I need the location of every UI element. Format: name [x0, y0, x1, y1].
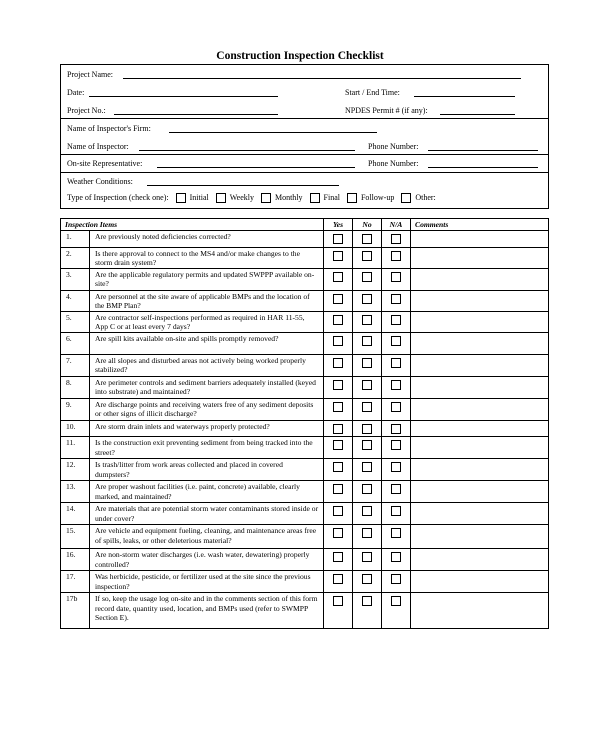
yes-checkbox[interactable]	[333, 272, 343, 282]
yes-cell	[324, 481, 353, 503]
no-cell	[353, 247, 382, 268]
no-cell	[353, 549, 382, 571]
date-field[interactable]	[89, 96, 278, 97]
yes-checkbox[interactable]	[333, 294, 343, 304]
onsite-rep-field[interactable]	[157, 167, 355, 168]
weekly-checkbox[interactable]	[216, 193, 226, 203]
table-row	[61, 503, 549, 525]
no-cell	[353, 503, 382, 525]
inspector-name-label: Name of Inspector:	[67, 142, 129, 151]
no-cell	[353, 420, 382, 437]
table-row	[61, 268, 549, 290]
na-cell	[382, 503, 411, 525]
na-checkbox[interactable]	[391, 272, 401, 282]
no-cell	[353, 571, 382, 593]
phone-number-field[interactable]	[428, 167, 538, 168]
na-checkbox[interactable]	[391, 424, 401, 434]
comment-field[interactable]	[411, 354, 549, 376]
no-cell	[353, 231, 382, 248]
table-row	[61, 398, 549, 420]
inspection-items-header: Inspection Items	[61, 219, 324, 231]
table-row	[61, 247, 549, 268]
comment-field[interactable]	[411, 503, 549, 525]
no-cell	[353, 332, 382, 354]
yes-checkbox[interactable]	[333, 380, 343, 390]
na-checkbox[interactable]	[391, 380, 401, 390]
yes-cell	[324, 311, 353, 332]
yes-cell	[324, 268, 353, 290]
comment-field[interactable]	[411, 376, 549, 398]
comments-header: Comments	[411, 219, 549, 231]
table-header-row	[61, 219, 549, 231]
monthly-checkbox[interactable]	[261, 193, 271, 203]
yes-cell	[324, 398, 353, 420]
follow-up-checkbox[interactable]	[347, 193, 357, 203]
yes-cell	[324, 549, 353, 571]
na-checkbox[interactable]	[391, 574, 401, 584]
table-row	[61, 290, 549, 311]
initial-label: Initial	[189, 193, 209, 202]
yes-header: Yes	[324, 219, 353, 231]
comment-field[interactable]	[411, 332, 549, 354]
item-number: 11.	[61, 437, 90, 459]
na-checkbox[interactable]	[391, 462, 401, 472]
item-text: Are spill kits available on-site and spills promptly removed?	[90, 332, 324, 354]
yes-checkbox[interactable]	[333, 251, 343, 261]
no-cell	[353, 290, 382, 311]
yes-cell	[324, 593, 353, 629]
comment-field[interactable]	[411, 311, 549, 332]
no-checkbox[interactable]	[362, 440, 372, 450]
project-name-label: Project Name:	[67, 70, 113, 79]
final-label: Final	[323, 193, 340, 202]
na-checkbox[interactable]	[391, 315, 401, 325]
yes-checkbox[interactable]	[333, 462, 343, 472]
item-number: 9.	[61, 398, 90, 420]
yes-checkbox[interactable]	[333, 440, 343, 450]
no-checkbox[interactable]	[362, 234, 372, 244]
divider	[61, 118, 548, 119]
table-row	[61, 420, 549, 437]
weather-field[interactable]	[147, 185, 339, 186]
yes-cell	[324, 231, 353, 248]
yes-checkbox[interactable]	[333, 315, 343, 325]
comment-field[interactable]	[411, 268, 549, 290]
yes-cell	[324, 459, 353, 481]
other-label: Other:	[415, 193, 436, 202]
project-no-field[interactable]	[114, 114, 278, 115]
na-cell	[382, 268, 411, 290]
phone-number-label: Phone Number:	[368, 159, 419, 168]
table-row	[61, 311, 549, 332]
yes-cell	[324, 376, 353, 398]
no-checkbox[interactable]	[362, 358, 372, 368]
inspector-firm-label: Name of Inspector's Firm:	[67, 124, 151, 133]
na-cell	[382, 481, 411, 503]
divider	[61, 154, 548, 155]
item-text: Are contractor self-inspections performed as required in HAR 11-55, App C or at least every 7 days?	[90, 311, 324, 332]
item-text: Are discharge points and receiving waters free of any sediment deposits or other signs of illicit discharge?	[90, 398, 324, 420]
inspection-type-label: Type of Inspection (check one):	[67, 193, 169, 202]
no-checkbox[interactable]	[362, 251, 372, 261]
na-checkbox[interactable]	[391, 528, 401, 538]
item-text: Is there approval to connect to the MS4 and/or make changes to the storm drain system?	[90, 247, 324, 268]
npdes-permit-label: NPDES Permit # (if any):	[345, 106, 428, 115]
na-cell	[382, 459, 411, 481]
table-row	[61, 571, 549, 593]
form-title: Construction Inspection Checklist	[216, 50, 384, 62]
yes-checkbox[interactable]	[333, 574, 343, 584]
na-header: N/A	[382, 219, 411, 231]
no-checkbox[interactable]	[362, 424, 372, 434]
no-checkbox[interactable]	[362, 462, 372, 472]
follow-up-label: Follow-up	[360, 193, 395, 202]
no-checkbox[interactable]	[362, 596, 372, 606]
item-text: Are materials that are potential storm water contaminants stored inside or under cover?	[90, 503, 324, 525]
monthly-label: Monthly	[274, 193, 303, 202]
item-text: If so, keep the usage log on-site and in the comments section of this form record date, quantity used, location, and BMPs used (refer to SWMPP Section E).	[90, 593, 324, 629]
item-number: 4.	[61, 290, 90, 311]
na-cell	[382, 332, 411, 354]
no-cell	[353, 437, 382, 459]
no-checkbox[interactable]	[362, 402, 372, 412]
no-cell	[353, 311, 382, 332]
inspection-items-table	[60, 218, 549, 629]
item-number: 10.	[61, 420, 90, 437]
na-checkbox[interactable]	[391, 336, 401, 346]
na-cell	[382, 247, 411, 268]
item-text: Are the applicable regulatory permits and updated SWPPP available on-site?	[90, 268, 324, 290]
no-cell	[353, 376, 382, 398]
project-no-label: Project No.:	[67, 106, 106, 115]
project-name-field[interactable]	[123, 78, 521, 79]
inspection-type-row	[67, 192, 436, 204]
no-cell	[353, 268, 382, 290]
yes-checkbox[interactable]	[333, 506, 343, 516]
na-checkbox[interactable]	[391, 596, 401, 606]
onsite-rep-label: On-site Representative:	[67, 159, 143, 168]
na-cell	[382, 290, 411, 311]
yes-cell	[324, 503, 353, 525]
no-checkbox[interactable]	[362, 552, 372, 562]
item-number: 8.	[61, 376, 90, 398]
yes-checkbox[interactable]	[333, 402, 343, 412]
item-text: Are all slopes and disturbed areas not actively being worked properly stabilized?	[90, 354, 324, 376]
yes-checkbox[interactable]	[333, 424, 343, 434]
no-cell	[353, 354, 382, 376]
item-number: 17b	[61, 593, 90, 629]
table-row	[61, 437, 549, 459]
no-cell	[353, 593, 382, 629]
comment-field[interactable]	[411, 525, 549, 549]
no-checkbox[interactable]	[362, 506, 372, 516]
table-row	[61, 459, 549, 481]
na-cell	[382, 398, 411, 420]
start-end-time-field[interactable]	[414, 96, 515, 97]
item-number: 16.	[61, 549, 90, 571]
na-cell	[382, 231, 411, 248]
project-info-box	[60, 64, 549, 209]
na-checkbox[interactable]	[391, 234, 401, 244]
na-cell	[382, 376, 411, 398]
npdes-permit-field[interactable]	[440, 114, 515, 115]
no-checkbox[interactable]	[362, 272, 372, 282]
yes-checkbox[interactable]	[333, 358, 343, 368]
table-row	[61, 231, 549, 248]
no-checkbox[interactable]	[362, 574, 372, 584]
item-text: Are proper washout facilities (i.e. paint, concrete) available, clearly marked, and maintained?	[90, 481, 324, 503]
yes-cell	[324, 437, 353, 459]
item-number: 3.	[61, 268, 90, 290]
yes-checkbox[interactable]	[333, 484, 343, 494]
table-row	[61, 549, 549, 571]
item-text: Was herbicide, pesticide, or fertilizer used at the site since the previous inspection?	[90, 571, 324, 593]
table-row	[61, 593, 549, 629]
yes-cell	[324, 420, 353, 437]
na-cell	[382, 354, 411, 376]
comment-field[interactable]	[411, 481, 549, 503]
table-row	[61, 481, 549, 503]
no-checkbox[interactable]	[362, 380, 372, 390]
yes-cell	[324, 525, 353, 549]
comment-field[interactable]	[411, 420, 549, 437]
item-number: 2.	[61, 247, 90, 268]
no-cell	[353, 459, 382, 481]
na-cell	[382, 549, 411, 571]
na-cell	[382, 593, 411, 629]
item-number: 13.	[61, 481, 90, 503]
na-checkbox[interactable]	[391, 358, 401, 368]
comment-field[interactable]	[411, 247, 549, 268]
divider	[61, 172, 548, 173]
other-checkbox[interactable]	[401, 193, 411, 203]
table-row	[61, 354, 549, 376]
weekly-label: Weekly	[229, 193, 254, 202]
yes-checkbox[interactable]	[333, 234, 343, 244]
na-cell	[382, 571, 411, 593]
no-checkbox[interactable]	[362, 528, 372, 538]
na-cell	[382, 437, 411, 459]
no-checkbox[interactable]	[362, 294, 372, 304]
comment-field[interactable]	[411, 398, 549, 420]
na-checkbox[interactable]	[391, 484, 401, 494]
item-text: Are storm drain inlets and waterways properly protected?	[90, 420, 324, 437]
yes-cell	[324, 290, 353, 311]
table-row	[61, 525, 549, 549]
yes-checkbox[interactable]	[333, 596, 343, 606]
yes-cell	[324, 247, 353, 268]
phone-number-label: Phone Number:	[368, 142, 419, 151]
item-text: Are vehicle and equipment fueling, cleaning, and maintenance areas free of spills, leaks, or other deleterious material?	[90, 525, 324, 549]
comment-field[interactable]	[411, 290, 549, 311]
item-text: Are previously noted deficiencies corrected?	[90, 231, 324, 248]
weather-label: Weather Conditions:	[67, 177, 133, 186]
item-number: 14.	[61, 503, 90, 525]
table-row	[61, 332, 549, 354]
comment-field[interactable]	[411, 437, 549, 459]
item-number: 5.	[61, 311, 90, 332]
no-checkbox[interactable]	[362, 315, 372, 325]
item-number: 7.	[61, 354, 90, 376]
yes-cell	[324, 571, 353, 593]
na-checkbox[interactable]	[391, 251, 401, 261]
item-text: Are non-storm water discharges (i.e. wash water, dewatering) properly controlled?	[90, 549, 324, 571]
table-row	[61, 376, 549, 398]
na-checkbox[interactable]	[391, 294, 401, 304]
yes-checkbox[interactable]	[333, 336, 343, 346]
item-text: Is the construction exit preventing sediment from being tracked into the street?	[90, 437, 324, 459]
item-number: 15.	[61, 525, 90, 549]
comment-field[interactable]	[411, 593, 549, 629]
yes-cell	[324, 354, 353, 376]
na-cell	[382, 311, 411, 332]
inspector-firm-field[interactable]	[169, 132, 377, 133]
na-checkbox[interactable]	[391, 552, 401, 562]
comment-field[interactable]	[411, 549, 549, 571]
item-number: 17.	[61, 571, 90, 593]
no-cell	[353, 525, 382, 549]
item-text: Are personnel at the site aware of applicable BMPs and the location of the BMP Plan?	[90, 290, 324, 311]
item-number: 6.	[61, 332, 90, 354]
yes-checkbox[interactable]	[333, 528, 343, 538]
start-end-time-label: Start / End Time:	[345, 88, 400, 97]
yes-checkbox[interactable]	[333, 552, 343, 562]
na-cell	[382, 525, 411, 549]
yes-cell	[324, 332, 353, 354]
initial-checkbox[interactable]	[176, 193, 186, 203]
item-number: 1.	[61, 231, 90, 248]
date-label: Date:	[67, 88, 85, 97]
inspector-name-field[interactable]	[139, 150, 355, 151]
item-number: 12.	[61, 459, 90, 481]
na-checkbox[interactable]	[391, 402, 401, 412]
comment-field[interactable]	[411, 459, 549, 481]
no-header: No	[353, 219, 382, 231]
no-cell	[353, 481, 382, 503]
no-cell	[353, 398, 382, 420]
item-text: Is trash/litter from work areas collected and placed in covered dumpsters?	[90, 459, 324, 481]
no-checkbox[interactable]	[362, 336, 372, 346]
item-text: Are perimeter controls and sediment barriers adequately installed (keyed into substrate) and maintained?	[90, 376, 324, 398]
comment-field[interactable]	[411, 571, 549, 593]
final-checkbox[interactable]	[310, 193, 320, 203]
no-checkbox[interactable]	[362, 484, 372, 494]
na-checkbox[interactable]	[391, 506, 401, 516]
na-cell	[382, 420, 411, 437]
phone-number-field[interactable]	[428, 150, 538, 151]
comment-field[interactable]	[411, 231, 549, 248]
na-checkbox[interactable]	[391, 440, 401, 450]
